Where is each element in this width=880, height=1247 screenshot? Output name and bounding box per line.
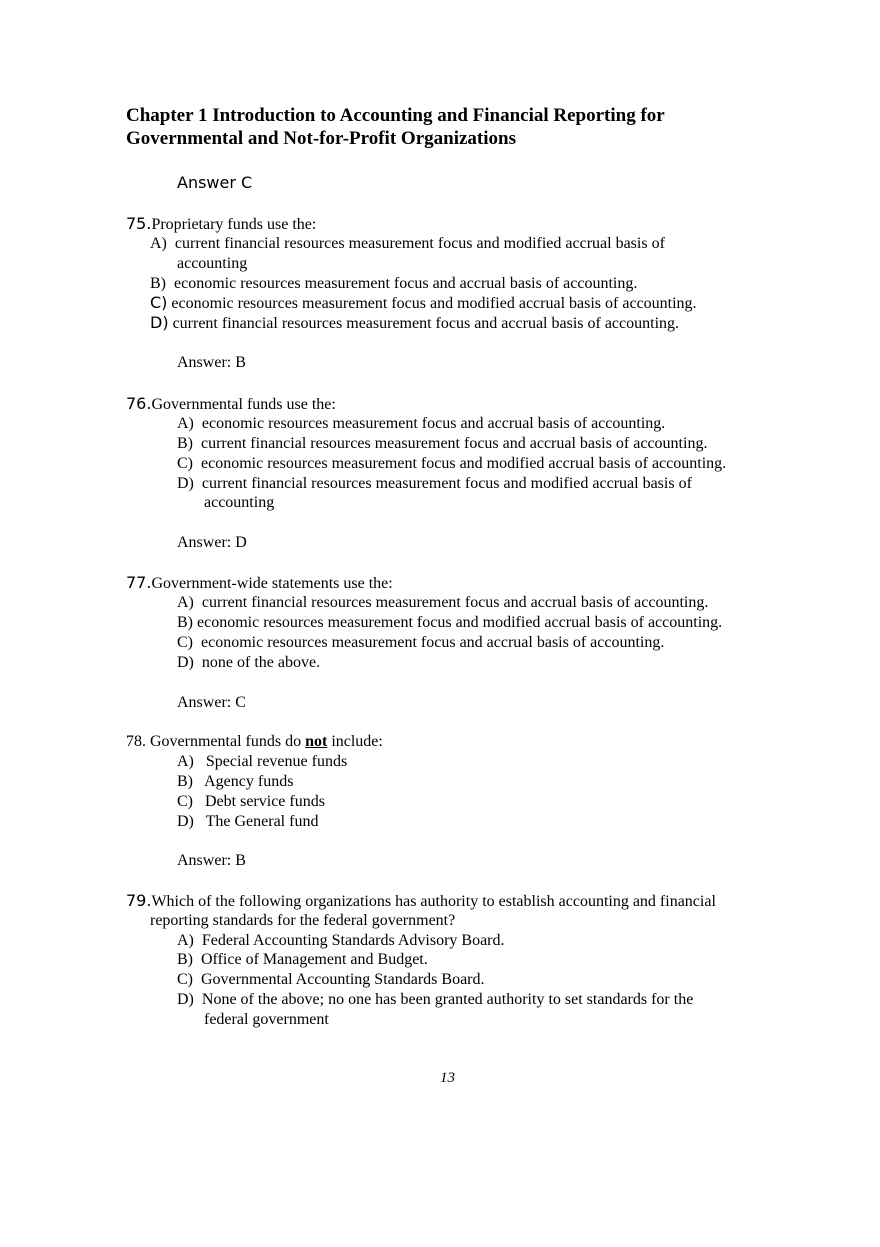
option-text: none of the above. (201, 654, 321, 671)
option-b (177, 434, 707, 454)
question-prompt-before: Governmental funds do (150, 733, 302, 750)
question-prompt-after: include: (331, 733, 383, 750)
question-79 (126, 891, 716, 912)
option-letter: B) (177, 614, 193, 631)
option-letter: A) (177, 932, 194, 949)
option-c (177, 792, 325, 812)
option-text: economic resources measurement focus and accrual basis of accounting. (174, 275, 638, 292)
option-text: Governmental Accounting Standards Board. (201, 971, 485, 988)
option-letter: D) (177, 475, 194, 492)
question-75 (126, 214, 316, 235)
option-letter: A) (177, 594, 194, 611)
option-text: current financial resources measurement focus and accrual basis of accounting. (172, 315, 680, 332)
option-a (177, 752, 347, 772)
question-prompt: Proprietary funds use the: (151, 216, 317, 233)
option-d (177, 812, 318, 832)
option-d (177, 474, 692, 494)
option-text: current financial resources measurement focus and modified accrual basis of (174, 235, 665, 252)
answer-77: Answer: C (177, 694, 246, 711)
option-b (150, 274, 637, 294)
question-76 (126, 394, 336, 415)
option-letter: C) (177, 455, 193, 472)
page-number: 13 (440, 1070, 455, 1086)
option-text: Debt service funds (205, 793, 325, 810)
top-answer: Answer C (177, 173, 253, 192)
option-letter: B) (177, 773, 193, 790)
option-text: Office of Management and Budget. (201, 951, 428, 968)
option-continuation: federal government (204, 1011, 329, 1028)
option-letter: C) (177, 971, 193, 988)
question-number: 75. (126, 214, 152, 233)
option-text: economic resources measurement focus and accrual basis of accounting. (201, 415, 666, 432)
option-letter: C) (150, 293, 168, 312)
answer-76: Answer: D (177, 534, 247, 551)
option-letter: C) (177, 634, 193, 651)
option-letter: D) (177, 654, 194, 671)
option-letter: C) (177, 793, 193, 810)
option-d (177, 653, 320, 673)
chapter-title-line-1: Chapter 1 Introduction to Accounting and Financial Reporting for (126, 105, 665, 126)
option-text: economic resources measurement focus and modified accrual basis of accounting. (197, 614, 723, 631)
question-77 (126, 573, 393, 594)
option-continuation: accounting (177, 255, 248, 272)
option-letter: A) (177, 415, 194, 432)
question-prompt: Government-wide statements use the: (151, 575, 393, 592)
option-letter: B) (177, 951, 193, 968)
question-78 (126, 732, 383, 752)
chapter-title (126, 104, 826, 150)
option-text: Federal Accounting Standards Advisory Board. (201, 932, 505, 949)
option-a (177, 931, 505, 951)
option-letter: D) (177, 813, 194, 830)
option-a (150, 234, 665, 254)
option-text: Agency funds (204, 773, 294, 790)
option-letter: B) (150, 275, 166, 292)
question-number: 79. (126, 891, 152, 910)
option-letter: A) (150, 235, 167, 252)
question-number: 76. (126, 394, 152, 413)
question-prompt-continuation: reporting standards for the federal government? (150, 912, 456, 929)
answer-78: Answer: B (177, 852, 246, 869)
option-letter: D) (150, 313, 169, 332)
option-c (177, 970, 485, 990)
option-b (177, 613, 722, 633)
question-number: 77. (126, 573, 152, 592)
option-c (150, 293, 697, 314)
question-prompt: Governmental funds use the: (151, 396, 336, 413)
question-prompt-emphasis: not (305, 733, 328, 750)
option-text: None of the above; no one has been granted authority to set standards for the (201, 991, 694, 1008)
option-text: current financial resources measurement focus and accrual basis of accounting. (201, 594, 709, 611)
option-b (177, 950, 428, 970)
option-a (177, 414, 665, 434)
answer-75: Answer: B (177, 354, 246, 371)
option-letter: D) (177, 991, 194, 1008)
option-text: current financial resources measurement focus and accrual basis of accounting. (201, 435, 708, 452)
question-number: 78. (126, 733, 146, 750)
option-d (177, 990, 693, 1010)
chapter-title-line-2: Governmental and Not-for-Profit Organizations (126, 128, 516, 149)
option-c (177, 454, 726, 474)
option-text: The General fund (205, 813, 319, 830)
option-text: current financial resources measurement focus and modified accrual basis of (201, 475, 692, 492)
option-letter: A) (177, 753, 194, 770)
option-text: Special revenue funds (205, 753, 348, 770)
question-prompt: Which of the following organizations has authority to establish accounting and financial (151, 893, 716, 910)
option-letter: B) (177, 435, 193, 452)
option-a (177, 593, 708, 613)
option-continuation: accounting (204, 494, 275, 511)
option-text: economic resources measurement focus and accrual basis of accounting. (201, 634, 665, 651)
option-d (150, 313, 679, 334)
option-c (177, 633, 664, 653)
option-text: economic resources measurement focus and modified accrual basis of accounting. (171, 295, 697, 312)
option-b (177, 772, 293, 792)
option-text: economic resources measurement focus and modified accrual basis of accounting. (201, 455, 727, 472)
